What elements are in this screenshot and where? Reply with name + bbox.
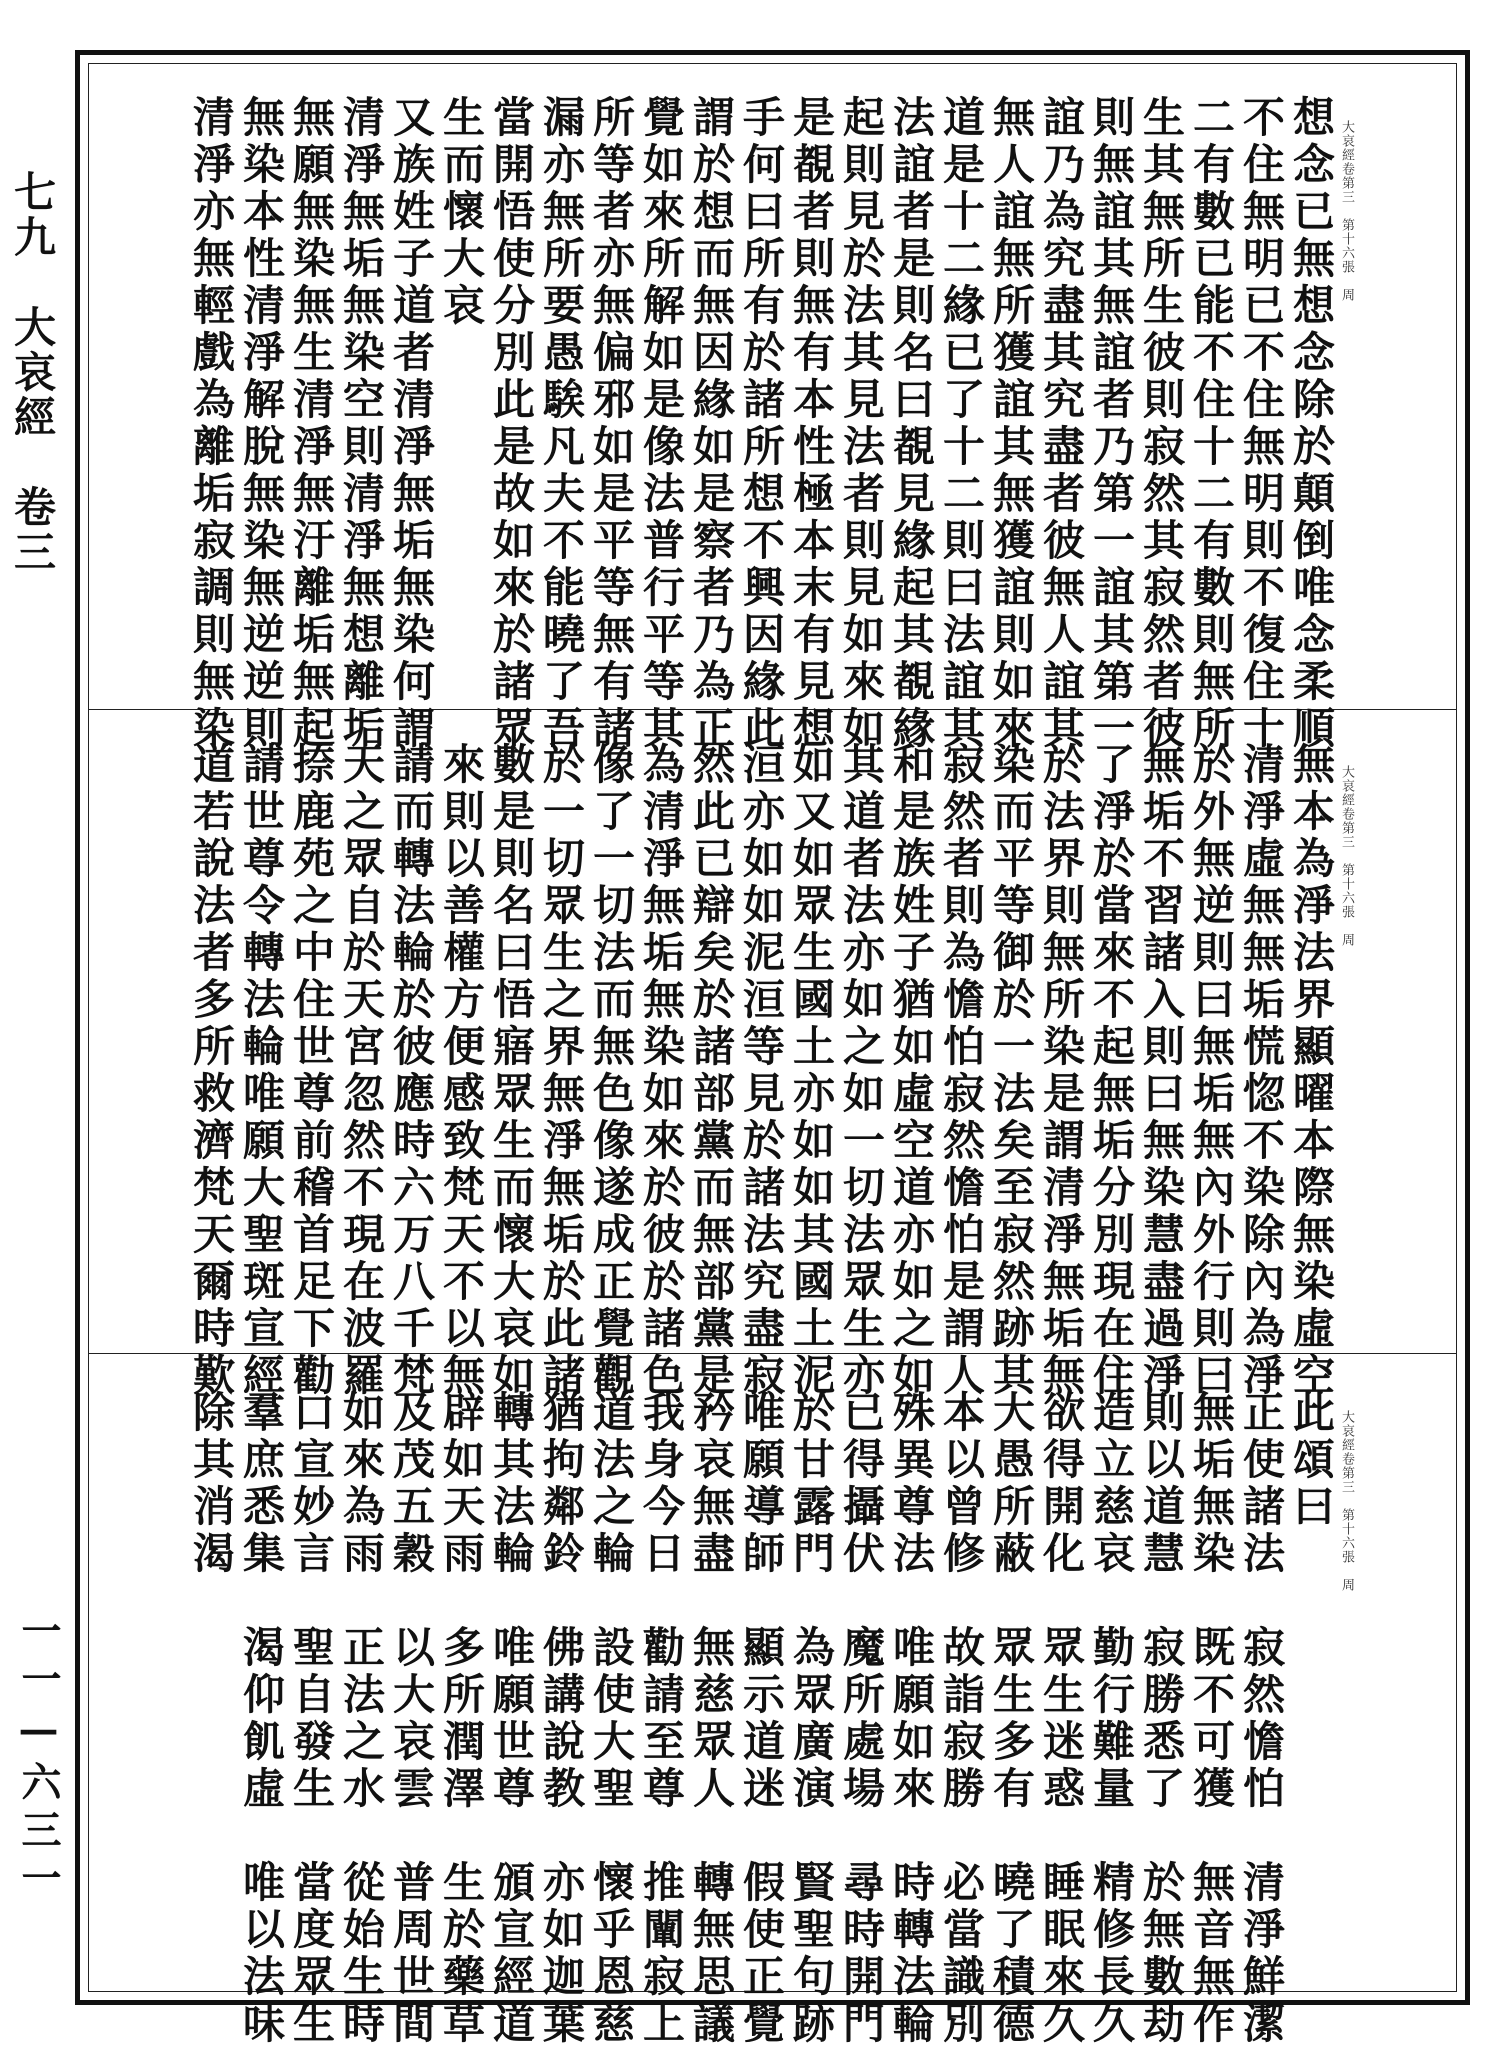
text-column: 於外無逆則曰無垢無內外行則曰 — [1187, 742, 1236, 1400]
text-column: 生其無所生彼則寂然其寂然者彼 — [1137, 95, 1186, 753]
text-column: 染而平等御於一法矣至寂然跡其 — [987, 742, 1036, 1400]
text-column: 造立慈哀 勤行難量 精修長久 — [1087, 1390, 1136, 2048]
text-column: 矜哀無盡 無慈眾人 轉無思議 — [687, 1390, 736, 2048]
text-column: 是覩者則無有本性極本末有見想 — [787, 95, 836, 753]
text-column: 欲得開化 眾生迷惑 睡眠來久 — [1037, 1390, 1086, 2048]
text-column: 無染本性清淨解脫無染無逆逆則 — [237, 95, 286, 753]
text-column: 所等者亦無偏邪如是平等無有諸 — [587, 95, 636, 753]
text-column: 天之眾自於天宮忽然不現在波羅 — [337, 742, 386, 1400]
text-column: 寂然者則為憺怕寂然憺怕是謂人 — [937, 742, 986, 1400]
text-column: 如來為雨 正法之水 從始生時 — [337, 1390, 386, 2048]
text-column: 清淨亦無輕戲為離垢寂調則無染 — [187, 95, 236, 753]
text-column: 道法之輪 設使大聖 懷乎恩慈 — [587, 1390, 636, 2048]
text-column: 無本為淨法界顯曜本際無染虛空 — [1287, 742, 1336, 1400]
text-column: 捺鹿苑之中住世尊前稽首足下勸 — [287, 742, 336, 1400]
text-column: 生而懷大哀 — [437, 95, 486, 330]
text-column: 來則以善權方便感致梵天不以無 — [437, 742, 486, 1400]
text-column: 大愚所蔽 眾生多有 曉了積德 — [987, 1390, 1036, 2048]
text-column: 清淨虛無無垢慌惚不染除內為淨 — [1237, 742, 1286, 1400]
text-column: 法誼者是則名曰覩見緣起其覩緣 — [887, 95, 936, 753]
text-column: 無垢不習諸入則曰無染慧盡過淨 — [1137, 742, 1186, 1400]
text-column: 殊異尊法 唯願如來 時轉法輪 — [887, 1390, 936, 2048]
text-column: 了淨於當來不起無垢分別現在住 — [1087, 742, 1136, 1400]
text-column: 請世尊令轉法輪唯願大聖斑宣經 — [237, 742, 286, 1400]
text-column: 數是則名曰悟寤眾生而懷大哀如 — [487, 742, 536, 1400]
margin-volume-label: 七九 大哀經 卷三 — [8, 170, 57, 575]
slip-label: 大哀經卷第三 第十六張 周 — [1339, 1410, 1354, 1592]
text-column: 則以道慧 寂勝悉了 於無數劫 — [1137, 1390, 1186, 2048]
text-column: 無人誼無所獲誼其無獲誼則如來 — [987, 95, 1036, 753]
margin-page-number: 一一—六三一 — [15, 1610, 62, 1905]
text-column: 則無誼其無誼者乃第一誼其第一 — [1087, 95, 1136, 753]
text-column: 唯願導師 顯示道迷 假使正覺 — [737, 1390, 786, 2048]
text-column: 和是族姓子猶如虛空道亦如之如 — [887, 742, 936, 1400]
text-column: 請而轉法輪於彼應時六万八千梵 — [387, 742, 436, 1400]
text-column: 猶拘鄰鈴 佛講說教 亦如迦葉 — [537, 1390, 586, 2048]
text-column: 正使諸法 寂然憺怕 清淨鮮潔 — [1237, 1390, 1286, 2048]
text-column: 謂於想而無因緣如是察者乃為正 — [687, 95, 736, 753]
text-column: 然此已辯矣於諸部黨而無部黨是 — [687, 742, 736, 1400]
text-column: 除其消渴 — [187, 1390, 236, 1578]
slip-label: 大哀經卷第三 第十六張 周 — [1339, 120, 1354, 302]
text-column: 羣庶悉集 渴仰飢虛 唯以法味 — [237, 1390, 286, 2048]
text-column: 覺如來所解如是像法普行平等其 — [637, 95, 686, 753]
text-column: 清淨無垢無染空則清淨無想離垢 — [337, 95, 386, 753]
text-column: 道若說法者多所救濟梵天爾時歎 — [187, 742, 236, 1400]
slip-label: 大哀經卷第三 第十六張 周 — [1339, 765, 1354, 947]
text-column: 於甘露門 為眾廣演 賢聖句跡 — [787, 1390, 836, 2048]
text-column: 轉其法輪 唯願世尊 頒宣經道 — [487, 1390, 536, 2048]
text-column: 當開悟使分別此是故如來於諸眾 — [487, 95, 536, 753]
text-column: 想念已無想念除於顛倒唯念柔順 — [1287, 95, 1336, 753]
text-column: 二有數已能不住十二有數則無所 — [1187, 95, 1236, 753]
text-column: 誼乃為究盡其究盡者彼無人誼其 — [1037, 95, 1086, 753]
text-column: 本以曾修 故詣寂勝 必當識別 — [937, 1390, 986, 2048]
text-column: 像了一切法而無色像遂成正覺觀 — [587, 742, 636, 1400]
text-column: 如又如眾生國土亦如如其國土泥 — [787, 742, 836, 1400]
text-column: 洹亦如如泥洹等見於諸法究盡寂 — [737, 742, 786, 1400]
text-column: 無垢無染 既不可獲 無音無作 — [1187, 1390, 1236, 2048]
text-column: 其道者法亦如之如一切法眾生亦 — [837, 742, 886, 1400]
text-column: 起則見於法其見法者則見如來如 — [837, 95, 886, 753]
text-column: 口宣妙言 聖自發生 當度眾生 — [287, 1390, 336, 2048]
text-column: 為清淨無垢無染如來於彼於諸色 — [637, 742, 686, 1400]
text-column: 無願無染無生清淨無汙離垢無起 — [287, 95, 336, 753]
text-column: 我身今日 勸請至尊 推闡寂上 — [637, 1390, 686, 2048]
text-column: 漏亦無所要愚騃凡夫不能曉了吾 — [537, 95, 586, 753]
text-column: 已得攝伏 魔所處場 尋時開門 — [837, 1390, 886, 2048]
text-column: 手何曰所有於諸所想不興因緣此 — [737, 95, 786, 753]
text-column: 辟如天雨 多所潤澤 生於藥草 — [437, 1390, 486, 2048]
text-column: 於一切眾生之界無淨無垢於此諸 — [537, 742, 586, 1400]
text-column: 不住無明已不住無明則不復住十 — [1237, 95, 1286, 753]
text-column: 及茂五穀 以大哀雲 普周世間 — [387, 1390, 436, 2048]
text-column: 又族姓子道者清淨無垢無染何謂 — [387, 95, 436, 753]
text-column: 於法界則無所染是謂清淨無垢無 — [1037, 742, 1086, 1400]
text-column: 道是十二緣已了十二則曰法誼其 — [937, 95, 986, 753]
text-column: 此頌曰 — [1287, 1390, 1336, 1531]
